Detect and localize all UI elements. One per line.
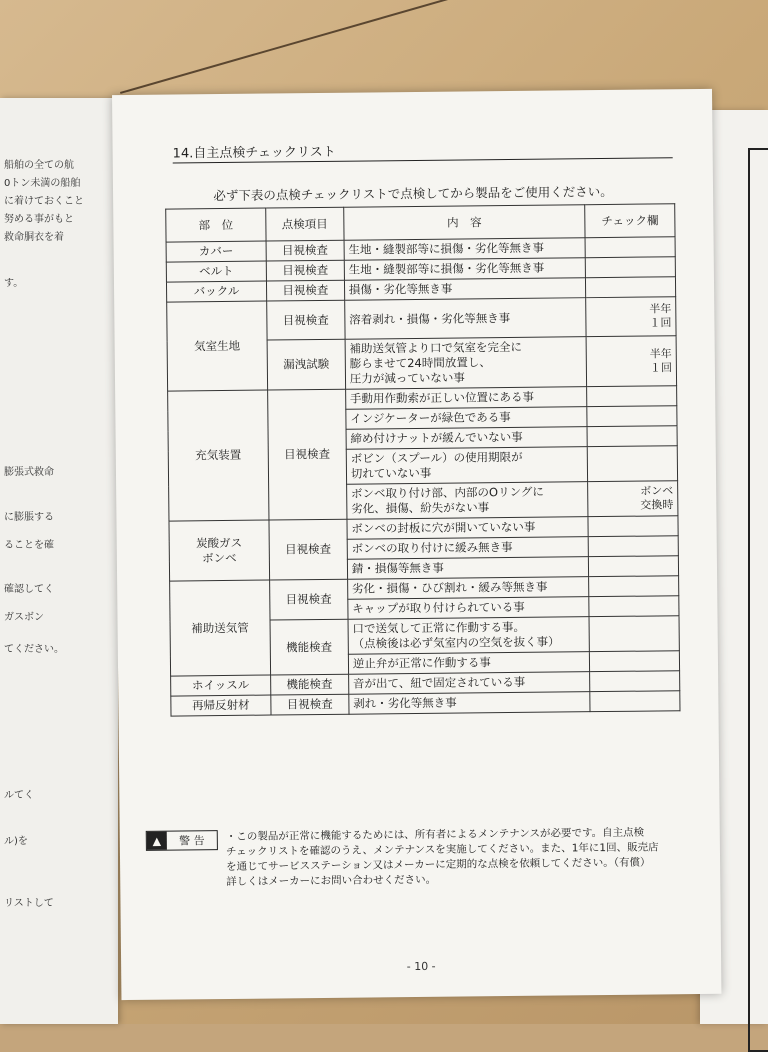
check-cell — [587, 426, 677, 447]
check-cell — [586, 277, 676, 298]
header-content: 内 容 — [344, 205, 586, 241]
content-line: 口で送気して正常に作動する事。 — [352, 619, 525, 636]
content-cell: 損傷・劣化等無き事 — [344, 278, 586, 301]
warning-triangle-icon: ▲ — [147, 832, 167, 850]
part-cell: バックル — [166, 281, 266, 302]
content-cell: 生地・縫製部等に損傷・劣化等無き事 — [344, 258, 586, 281]
content-cell: 逆止弁が正常に作動する事 — [348, 652, 590, 675]
check-cell — [585, 237, 675, 258]
warning-badge — [146, 830, 218, 851]
content-cell: 手動用作動索が正しい位置にある事 — [345, 387, 587, 410]
left-fragment: ルてく — [4, 790, 34, 801]
left-fragment: す。 — [4, 278, 24, 289]
interval-note: １回 — [649, 360, 672, 375]
content-cell — [346, 447, 588, 485]
item-cell: 目視検査 — [266, 280, 344, 301]
warning-line: 詳しくはメーカーにお問い合わせください。 — [226, 873, 437, 888]
page-number: - 10 - — [406, 959, 436, 974]
left-fragment: ることを確 — [4, 540, 54, 551]
interval-note: 半年 — [649, 346, 672, 361]
item-cell: 目視検査 — [266, 240, 344, 261]
check-cell — [586, 336, 676, 387]
check-cell — [590, 691, 680, 712]
item-cell: 目視検査 — [266, 300, 344, 340]
item-cell: 目視検査 — [271, 694, 349, 715]
lead-sentence: 必ず下表の点検チェックリストで点検してから製品をご使用ください。 — [213, 183, 613, 204]
part-cell — [169, 520, 269, 581]
left-fragment: に膨脹する — [4, 512, 54, 523]
content-cell: インジケーターが緑色である事 — [346, 407, 588, 430]
content-line: 補助送気管より口で気室を完全に — [349, 339, 523, 356]
content-cell: 溶着剥れ・損傷・劣化等無き事 — [344, 298, 586, 340]
warning-line: を通じてサービスステーション又はメーカーに定期的な点検を依頼してください。（有償） — [226, 856, 651, 873]
left-fragment: 努める事がもと — [4, 214, 74, 225]
warning-line: ・この製品が正常に機能するためには、所有者によるメンテナンスが必要です。自主点検 — [225, 826, 645, 843]
interval-note: 半年 — [649, 302, 672, 316]
check-cell — [586, 297, 676, 337]
section-title: 14.自主点検チェックリスト — [172, 144, 336, 162]
header-check: チェック欄 — [585, 204, 675, 238]
left-fragment: 膨張式救命 — [4, 467, 54, 478]
left-fragment: に着けておくこと — [4, 196, 84, 207]
check-cell — [587, 446, 677, 482]
item-cell: 目視検査 — [267, 389, 346, 520]
check-cell — [588, 481, 678, 517]
check-cell — [589, 576, 679, 597]
manual-page — [112, 89, 721, 1000]
left-fragment: 確認してく — [4, 584, 54, 595]
left-fragment: ガスボン — [4, 612, 44, 623]
content-cell: 締め付けナットが緩んでいない事 — [346, 427, 588, 450]
part-cell: 充気装置 — [168, 390, 269, 521]
content-cell: 音が出て、紐で固定されている事 — [348, 672, 590, 695]
check-cell — [589, 596, 679, 617]
content-line: 劣化、損傷、紛失がない事 — [351, 500, 490, 516]
check-cell — [585, 257, 675, 278]
item-cell: 機能検査 — [270, 674, 348, 695]
content-line: 膨らませて24時間放置し、 — [349, 355, 491, 371]
left-fragment: 救命胴衣を着 — [4, 232, 64, 243]
right-page-frame — [748, 148, 768, 1052]
left-fragment: リストして — [4, 898, 54, 909]
content-line: ボンベ取り付け部、内部のOリングに — [350, 484, 544, 501]
check-cell — [588, 516, 678, 537]
item-cell: 目視検査 — [266, 260, 344, 281]
part-cell: 再帰反射材 — [171, 695, 271, 716]
part-cell: 気室生地 — [167, 301, 268, 391]
interval-note: ボンベ — [640, 484, 674, 498]
content-line: 切れていない事 — [350, 465, 432, 481]
check-cell — [590, 671, 680, 692]
content-line: 圧力が減っていない事 — [349, 370, 465, 386]
interval-note: 交換時 — [640, 498, 674, 512]
item-cell: 漏洩試験 — [267, 339, 346, 390]
check-cell — [589, 556, 679, 577]
item-cell: 機能検査 — [270, 619, 349, 675]
content-cell: 生地・縫製部等に損傷・劣化等無き事 — [344, 238, 586, 261]
header-item: 点検項目 — [266, 207, 344, 241]
left-fragment: 船舶の全ての航 — [4, 160, 74, 171]
part-line: 炭酸ガス — [196, 535, 243, 550]
content-line: ボビン（スプール）の使用期限が — [350, 449, 523, 466]
content-cell: ボンベの取り付けに緩み無き事 — [347, 537, 589, 560]
content-cell: ボンベの封板に穴が開いていない事 — [347, 517, 589, 540]
warning-label: 警 告 — [179, 833, 205, 847]
content-cell — [345, 337, 587, 390]
content-cell: 錆・損傷等無き事 — [347, 557, 589, 580]
part-cell: ベルト — [166, 261, 266, 282]
check-cell — [590, 651, 680, 672]
header-row — [166, 204, 675, 242]
part-cell: カバー — [166, 241, 266, 262]
content-cell — [346, 482, 588, 520]
content-line: （点検後は必ず気室内の空気を抜く事） — [352, 634, 560, 651]
header-part: 部 位 — [166, 208, 266, 242]
interval-note: １回 — [649, 316, 672, 330]
content-cell: キャップが取り付けられている事 — [348, 597, 590, 620]
check-cell — [587, 386, 677, 407]
part-cell: 補助送気管 — [170, 580, 271, 676]
warning-line: チェックリストを確認のうえ、メンテナンスを実施してください。また、1年に1回、販売店 — [225, 841, 659, 858]
table-row — [167, 297, 676, 341]
item-cell: 目視検査 — [269, 519, 348, 580]
warning-block — [146, 825, 686, 888]
part-line: ボンベ — [201, 550, 237, 565]
content-cell — [348, 617, 590, 655]
left-page-edge — [0, 98, 118, 1024]
part-cell: ホイッスル — [171, 675, 271, 696]
warning-text — [226, 825, 697, 890]
check-cell — [589, 616, 679, 652]
table-row — [171, 691, 680, 716]
left-fragment: ル)を — [4, 836, 28, 847]
checklist-table — [165, 203, 680, 716]
left-fragment: てください。 — [4, 644, 64, 655]
check-cell — [587, 406, 677, 427]
item-cell: 目視検査 — [269, 579, 347, 620]
check-cell — [588, 536, 678, 557]
content-cell: 劣化・損傷・ひび割れ・緩み等無き事 — [347, 577, 589, 600]
content-cell: 剥れ・劣化等無き事 — [349, 692, 591, 715]
left-fragment: 0トン未満の船舶 — [4, 178, 81, 189]
